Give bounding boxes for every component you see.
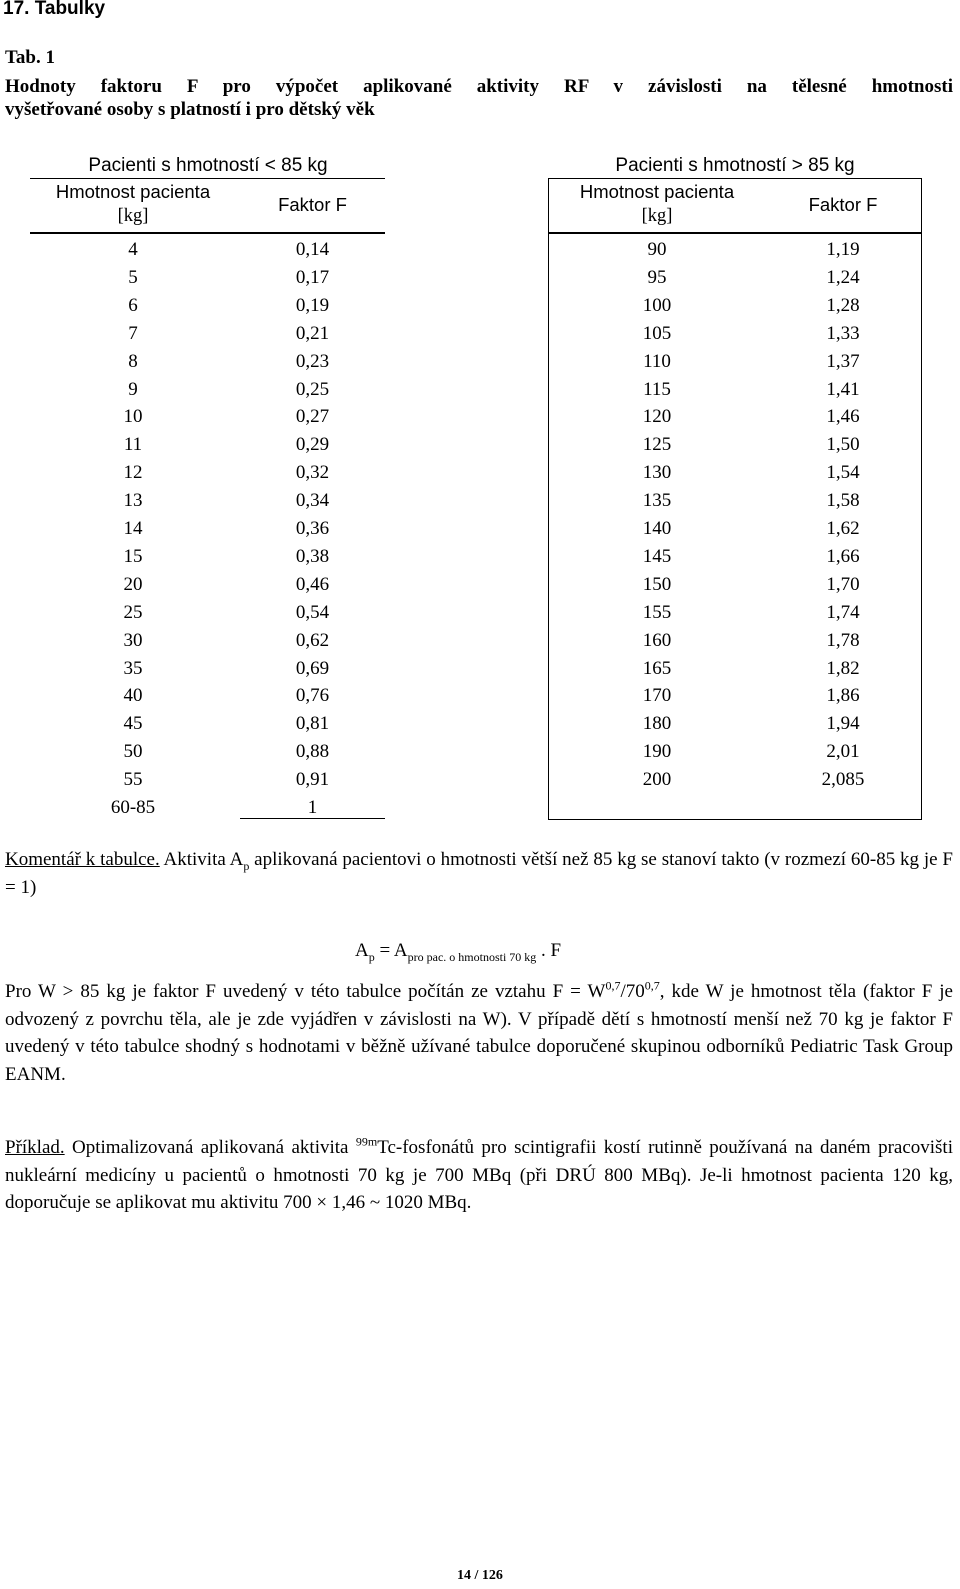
right-weight-cell: 110	[643, 350, 671, 372]
example-text-c: 1,46 ~ 1020 MBq.	[327, 1192, 472, 1213]
left-weight-cell: 30	[123, 629, 143, 651]
right-left-border	[548, 178, 549, 820]
left-factor-cell: 1	[307, 797, 318, 818]
right-weight-cell: 90	[647, 239, 667, 260]
left-weight-cell: 45	[123, 713, 143, 735]
right-factor-cell: 1,54	[826, 462, 860, 484]
left-factor-cell: 0,62	[295, 629, 330, 651]
left-col2-header: Faktor F	[278, 194, 347, 215]
right-factor-cell: 1,41	[826, 378, 860, 400]
left-weight-cell: 40	[123, 685, 143, 707]
comment-text-b: aplikovaná pacientovi o hmotnosti větší než 85 kg se stanoví takto (v rozmezí 60-85 kg je F = 1)	[5, 849, 953, 898]
left-weight-cell: 60-85	[110, 797, 156, 818]
right-right-border	[921, 178, 922, 820]
left-weight-cell: 15	[123, 545, 143, 567]
right-factor-cell: 1,58	[826, 490, 860, 512]
left-factor-cell: 0,17	[295, 266, 330, 288]
left-weight-cell: 5	[128, 266, 138, 288]
right-header-bottom-rule	[548, 232, 922, 234]
left-weight-cell: 55	[123, 769, 143, 791]
right-factor-cell: 1,70	[826, 573, 860, 595]
left-factor-cell: 0,25	[295, 378, 330, 400]
right-weight-cell: 155	[642, 601, 672, 623]
right-weight-cell: 135	[642, 490, 672, 512]
para2-sup1: 0,7	[605, 978, 621, 993]
right-weight-cell: 120	[642, 406, 672, 428]
right-weight-cell: 105	[642, 322, 672, 344]
left-factor-cell: 0,14	[295, 239, 330, 260]
left-weight-cell: 20	[123, 573, 143, 595]
left-weight-cell: 6	[128, 294, 138, 316]
example-text-a: Optimalizovaná aplikovaná aktivita	[64, 1137, 356, 1158]
para2-text-a: Pro W > 85 kg je faktor F uvedený v této tabulce počítán ze vztahu F = W	[5, 981, 606, 1002]
right-factor-cell: 2,01	[826, 741, 860, 763]
left-weight-cell: 13	[123, 490, 143, 512]
comment-label: Komentář k tabulce.	[5, 849, 160, 870]
right-weight-cell: 160	[642, 629, 672, 651]
right-weight-cell: 125	[642, 434, 672, 456]
left-factor-cell: 0,23	[295, 350, 330, 372]
left-factor-cell: 0,21	[295, 322, 330, 344]
right-factor-cell: 1,62	[826, 518, 860, 539]
page-number: 14 / 126	[457, 1568, 503, 1583]
table-caption-line-2: vyšetřované osoby s platností i pro dětský věk	[5, 99, 375, 120]
left-factor-cell: 0,81	[295, 713, 330, 735]
left-weight-cell: 8	[128, 350, 138, 372]
left-weight-cell: 12	[123, 462, 143, 484]
para2-sup2: 0,7	[644, 978, 660, 993]
left-weight-cell: 50	[123, 741, 143, 763]
activity-formula	[355, 940, 561, 962]
example-label: Příklad.	[5, 1137, 65, 1158]
example-paragraph	[5, 1134, 953, 1217]
right-weight-cell: 170	[642, 685, 672, 707]
right-factor-cell: 1,46	[826, 406, 860, 428]
table-label: Tab. 1	[5, 47, 55, 68]
right-top-rule	[548, 178, 922, 179]
right-factor-cell: 1,74	[826, 601, 860, 623]
left-factor-cell: 0,46	[295, 573, 330, 595]
example-text-b: Tc-fosfonátů pro scintigrafii kostí rutinně používaná na daném pracovišti nukleární medicíny u pacientů o hmotnosti 70 kg je 700 MBq (při DRÚ 800 MBq). Je-li hmotnost pacienta 120 kg, doporučuje se aplikovat mu aktivitu 700	[5, 1137, 953, 1213]
right-weight-cell: 165	[642, 657, 672, 679]
right-factor-cell: 1,78	[826, 629, 860, 651]
formula-dot: . F	[536, 940, 562, 961]
left-factor-cell: 0,34	[295, 490, 330, 512]
left-group-header: Pacienti s hmotností < 85 kg	[88, 155, 328, 176]
left-factor-cell: 0,76	[295, 685, 330, 707]
right-factor-cell: 1,94	[826, 713, 860, 735]
left-factor-cell: 0,36	[295, 518, 330, 539]
comment-sub-p: p	[243, 858, 250, 873]
para2-text-c: , kde W je hmotnost těla (faktor F je odvozený z povrchu těla, ale je zde vyjádřen v závislosti na W). V případě dětí s hmotností menší než 70 kg je faktor F uvedený v této tabulce shodný s hodnotami v běžně užívané tabulce doporučené skupinou odborníků Pediatric Task Group EANM.	[5, 981, 953, 1085]
left-weight-cell: 10	[123, 406, 143, 428]
right-factor-cell: 1,66	[826, 545, 860, 567]
formula-lhs: A	[355, 940, 369, 961]
left-factor-cell: 0,19	[295, 294, 330, 316]
right-weight-cell: 140	[642, 518, 672, 539]
right-weight-cell: 100	[642, 294, 672, 316]
left-factor-cell: 0,27	[295, 406, 330, 428]
right-weight-cell: 190	[642, 741, 672, 763]
right-factor-cell: 1,37	[826, 350, 860, 372]
left-col1-header: Hmotnost pacienta	[55, 181, 211, 202]
left-factor-cell: 0,91	[295, 769, 330, 791]
left-factor-cell: 0,69	[295, 657, 330, 679]
para2-text-b: /70	[620, 981, 645, 1002]
right-factor-cell: 1,19	[826, 239, 860, 260]
right-bottom-rule	[548, 819, 922, 820]
left-factor-cell: 0,29	[295, 434, 330, 456]
right-factor-cell: 1,24	[826, 266, 860, 288]
right-col2-header: Faktor F	[808, 194, 878, 215]
left-factor-cell: 0,54	[295, 601, 330, 623]
times-symbol: ×	[316, 1192, 328, 1213]
right-weight-cell: 130	[642, 462, 672, 484]
left-factor-cell: 0,88	[295, 741, 330, 763]
left-weight-cell: 35	[123, 657, 143, 679]
example-sup: 99m	[355, 1134, 378, 1149]
left-weight-cell: 4	[128, 239, 138, 260]
section-heading: 17. Tabulky	[3, 0, 106, 19]
formula-lhs-sub: p	[368, 950, 375, 964]
right-factor-cell: 1,28	[826, 294, 860, 316]
left-weight-cell: 7	[128, 322, 138, 344]
right-factor-cell: 1,50	[826, 434, 860, 456]
table-caption-line-1: Hodnoty faktoru F pro výpočet aplikované aktivity RF v závislosti na tělesné hmotnosti	[5, 76, 953, 97]
left-weight-cell: 9	[128, 378, 138, 400]
right-factor-cell: 2,085	[821, 769, 865, 791]
right-col1-unit: [kg]	[641, 206, 673, 226]
right-col1-header: Hmotnost pacienta	[579, 181, 735, 202]
left-weight-cell: 11	[123, 434, 143, 456]
left-weight-cell: 25	[123, 601, 143, 623]
factor-paragraph	[5, 978, 953, 1088]
left-weight-cell: 14	[123, 518, 143, 539]
left-factor-cell: 0,38	[295, 545, 330, 567]
right-weight-cell: 200	[642, 769, 672, 791]
right-factor-cell: 1,86	[826, 685, 860, 707]
right-group-header: Pacienti s hmotností > 85 kg	[615, 155, 855, 176]
right-factor-cell: 1,33	[826, 322, 860, 344]
right-weight-cell: 145	[642, 545, 672, 567]
comment-paragraph	[5, 846, 953, 901]
right-weight-cell: 180	[642, 713, 672, 735]
formula-eq: = A	[374, 940, 408, 961]
right-weight-cell: 150	[642, 573, 672, 595]
right-factor-cell: 1,82	[826, 657, 860, 679]
left-col1-unit: [kg]	[117, 206, 149, 226]
right-weight-cell: 115	[643, 378, 671, 400]
formula-rhs-sub: pro pac. o hmotnosti 70 kg	[407, 950, 537, 964]
comment-text-a: Aktivita A	[159, 849, 244, 870]
left-factor-cell: 0,32	[295, 462, 330, 484]
right-weight-cell: 95	[647, 266, 667, 288]
